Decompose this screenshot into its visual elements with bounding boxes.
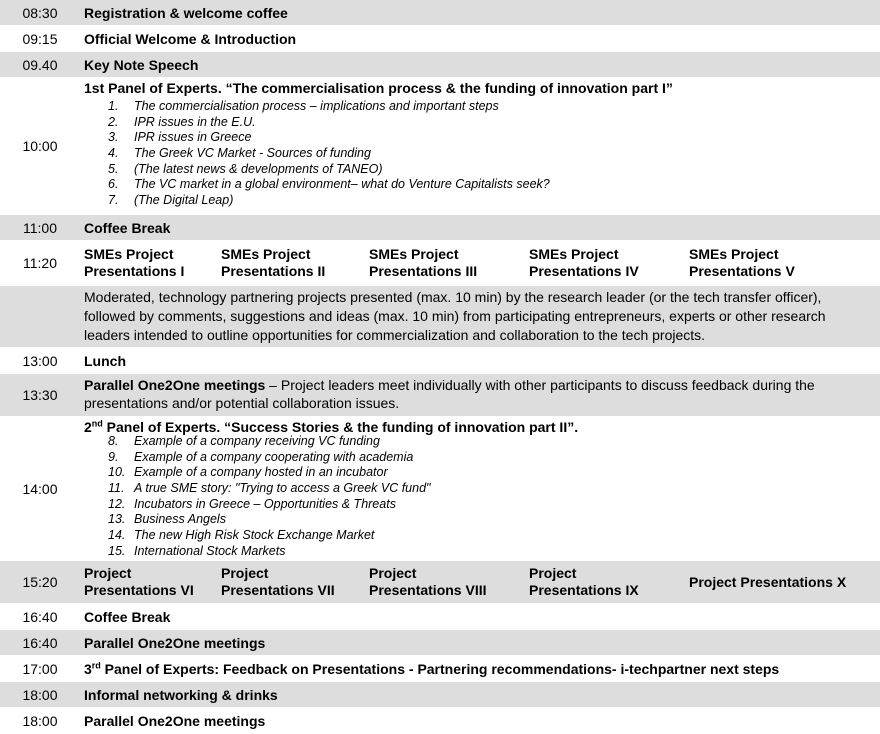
agenda-row bbox=[0, 0, 880, 26]
session-title: Parallel One2One meetings bbox=[84, 634, 266, 651]
presentation-slot: SMEs Project Presentations III bbox=[369, 246, 478, 279]
list-item: 1. The commercialisation process – implications and important steps bbox=[108, 99, 499, 113]
session-title: Informal networking & drinks bbox=[84, 686, 278, 703]
agenda-row bbox=[0, 656, 880, 682]
list-item: 13. Business Angels bbox=[108, 512, 226, 527]
panel-block bbox=[84, 417, 874, 560]
time-cell: 16:40 bbox=[22, 634, 58, 651]
agenda-row bbox=[0, 630, 880, 656]
time-cell: 15:20 bbox=[22, 574, 58, 590]
time-cell: 08:30 bbox=[22, 4, 58, 21]
list-item: 15. International Stock Markets bbox=[108, 543, 286, 558]
session-title: Coffee Break bbox=[84, 608, 171, 625]
presentation-columns bbox=[84, 561, 874, 603]
time-cell: 10:00 bbox=[22, 138, 58, 154]
presentation-columns bbox=[84, 241, 874, 285]
time-cell: 18:00 bbox=[22, 686, 58, 703]
list-item: 14. The new High Risk Stock Exchange Market bbox=[108, 528, 375, 543]
list-item: 2. IPR issues in the E.U. bbox=[108, 114, 256, 129]
agenda-row bbox=[0, 708, 880, 734]
list-item: 6. The VC market in a global environment– what do Venture Capitalists seek? bbox=[108, 177, 550, 192]
session-title: Coffee Break bbox=[84, 219, 171, 236]
panel-title: 1st Panel of Experts. “The commercialisation process & the funding of innovation part I” bbox=[84, 80, 673, 96]
panel-topic-list bbox=[108, 434, 430, 560]
presentation-slot: Project Presentations VIII bbox=[369, 565, 487, 598]
agenda-row bbox=[0, 286, 880, 348]
agenda-row bbox=[0, 561, 880, 604]
agenda-row bbox=[0, 78, 880, 215]
time-cell: 16:40 bbox=[22, 608, 58, 625]
panel-title: 2nd Panel of Experts. “Success Stories & the funding of innovation part II”. bbox=[84, 418, 579, 435]
time-cell: 09.40 bbox=[22, 56, 58, 73]
time-cell: 09:15 bbox=[22, 30, 58, 47]
time-cell: 17:00 bbox=[22, 660, 58, 677]
time-cell: 11:00 bbox=[23, 219, 57, 236]
session-title: 3rd Panel of Experts: Feedback on Presentations - Partnering recommendations- i-techpartner next steps bbox=[84, 659, 780, 677]
session-description bbox=[84, 374, 874, 418]
agenda-row bbox=[0, 26, 880, 52]
list-item: 3. IPR issues in Greece bbox=[108, 130, 252, 145]
session-description: Moderated, technology partnering projects presented (max. 10 min) by the research leader (or the tech transfer officer), followed by comments, suggestions and ideas (max. 10 min) from participating entrepreneurs, experts or other research leaders intended to outline opportunities for commercialization and collaboration to the tech projects. bbox=[84, 289, 826, 343]
session-title: Parallel One2One meetings bbox=[84, 377, 266, 393]
panel-block bbox=[84, 78, 874, 214]
list-item: 9. Example of a company cooperating with academia bbox=[108, 449, 414, 464]
agenda-row bbox=[0, 348, 880, 374]
session-detail: – Project leaders meet individually with other participants to discuss feedback during the presentations and/or potential collaboration issues. bbox=[84, 377, 815, 411]
agenda-row bbox=[0, 604, 880, 630]
list-item: 11. A true SME story: "Trying to access a Greek VC fund" bbox=[108, 481, 431, 496]
time-cell: 18:00 bbox=[22, 712, 58, 729]
presentation-slot: SMEs Project Presentations II bbox=[221, 246, 326, 279]
time-cell: 11:20 bbox=[23, 255, 57, 271]
session-title: Official Welcome & Introduction bbox=[84, 30, 297, 47]
agenda-row bbox=[0, 215, 880, 241]
session-title: Key Note Speech bbox=[84, 56, 199, 73]
presentation-slot: SMEs Project Presentations I bbox=[84, 246, 185, 279]
agenda-row bbox=[0, 682, 880, 708]
agenda-row bbox=[0, 241, 880, 286]
time-cell: 14:00 bbox=[22, 480, 58, 497]
session-title: Registration & welcome coffee bbox=[84, 4, 288, 21]
session-title: Lunch bbox=[84, 352, 126, 369]
presentation-slot: Project Presentations X bbox=[689, 573, 847, 590]
presentation-slot: SMEs Project Presentations IV bbox=[529, 246, 639, 279]
time-cell: 13:30 bbox=[22, 387, 58, 403]
agenda-row bbox=[0, 374, 880, 417]
list-item: 7. (The Digital Leap) bbox=[108, 193, 234, 208]
presentation-slot: SMEs Project Presentations V bbox=[689, 246, 795, 279]
list-item: 4. The Greek VC Market - Sources of funding bbox=[108, 146, 371, 161]
presentation-slot: Project Presentations VI bbox=[84, 565, 194, 598]
list-item: 8. Example of a company receiving VC funding bbox=[108, 434, 380, 448]
list-item: 12. Incubators in Greece – Opportunities & Threats bbox=[108, 496, 396, 511]
agenda-row bbox=[0, 417, 880, 561]
presentation-slot: Project Presentations IX bbox=[529, 565, 639, 598]
agenda-row bbox=[0, 52, 880, 78]
session-title: Parallel One2One meetings bbox=[84, 712, 266, 729]
presentation-slot: Project Presentations VII bbox=[221, 565, 335, 598]
time-cell: 13:00 bbox=[22, 352, 58, 369]
list-item: 5. (The latest news & developments of TANEO) bbox=[108, 161, 383, 176]
list-item: 10. Example of a company hosted in an incubator bbox=[108, 465, 388, 480]
panel-topic-list bbox=[108, 99, 550, 209]
